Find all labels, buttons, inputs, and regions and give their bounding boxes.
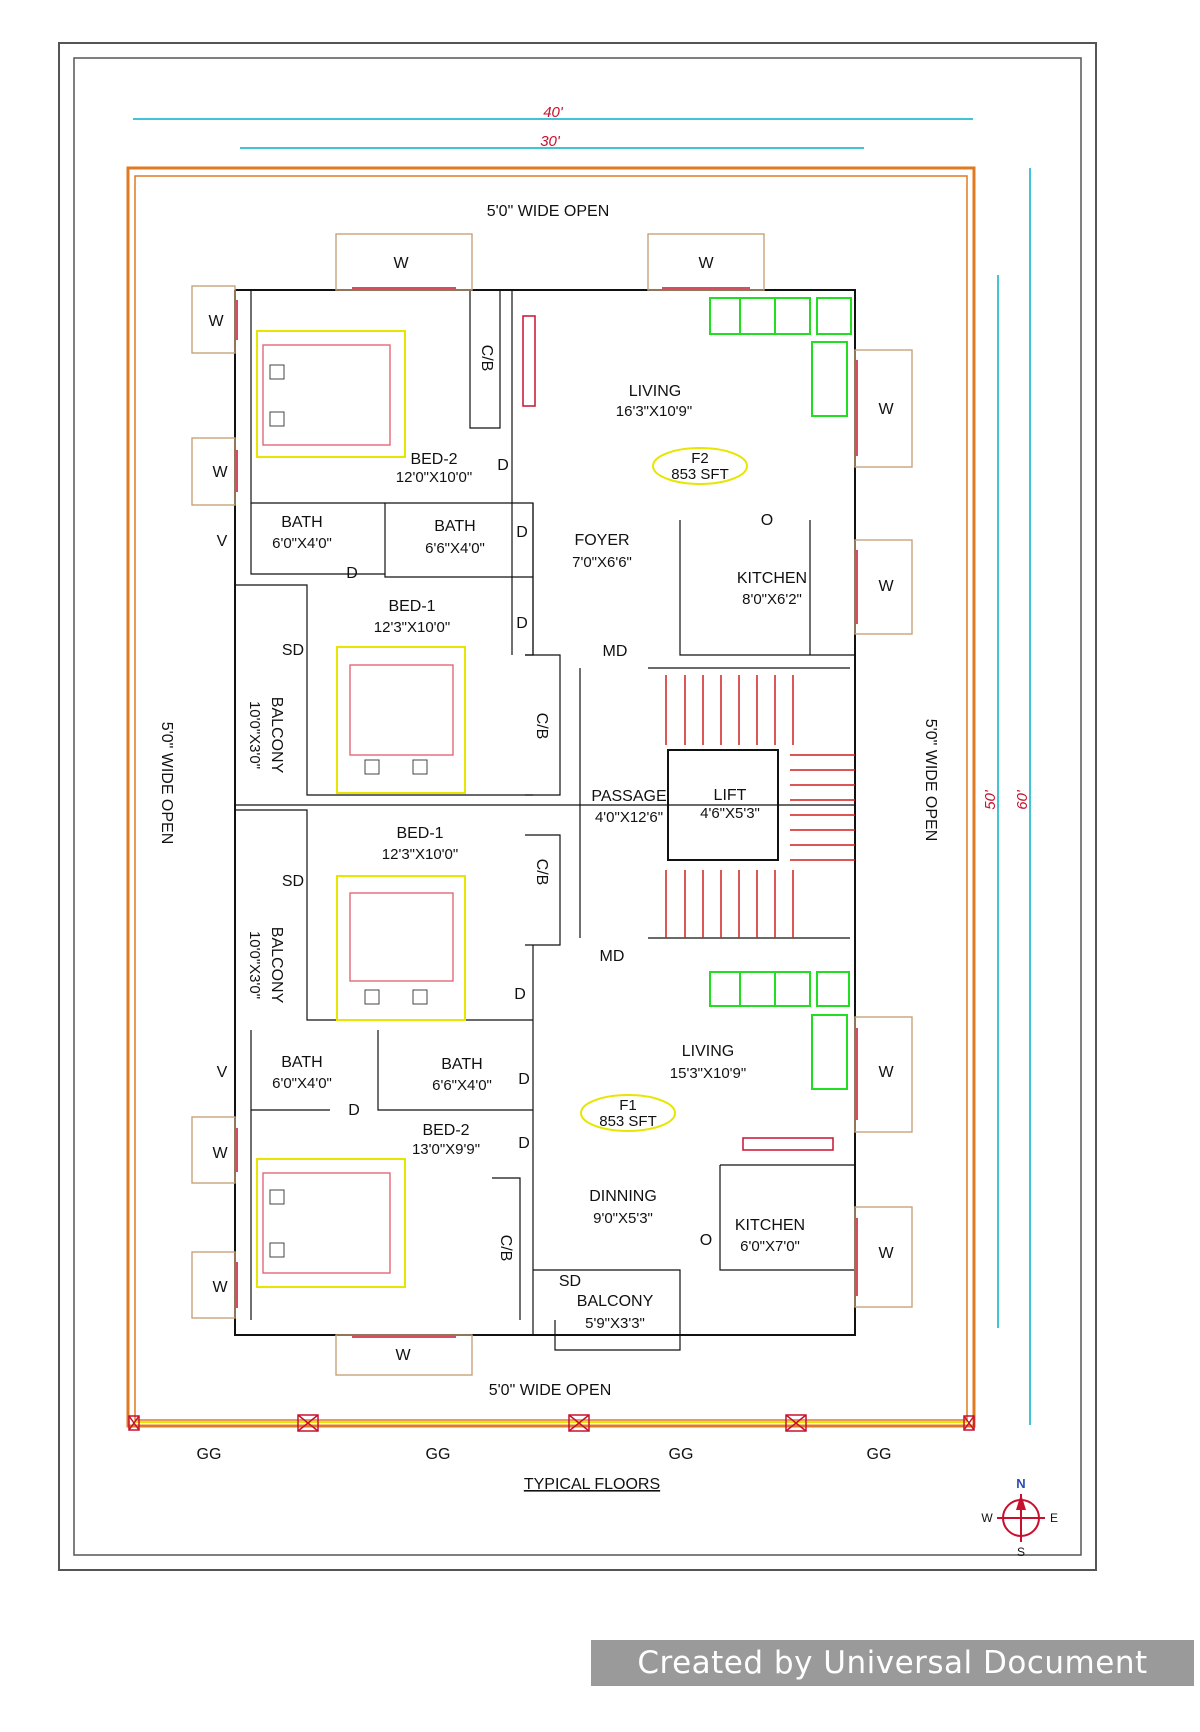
sliding-door-label-1: SD bbox=[281, 642, 305, 659]
gate-label-4: GG bbox=[866, 1446, 892, 1463]
f1-living-name: LIVING bbox=[681, 1043, 735, 1060]
window-label-bottom: W bbox=[395, 1347, 411, 1364]
door-label-7: D bbox=[518, 1071, 530, 1088]
dim-right-inner-label: 50' bbox=[982, 790, 999, 810]
f1-balcony-side-name: BALCONY bbox=[268, 926, 285, 1004]
door-label-3: D bbox=[516, 524, 528, 541]
f1-balcony-front-name: BALCONY bbox=[576, 1293, 654, 1310]
window-label-right-2: W bbox=[878, 578, 894, 595]
cupboard-label-4: C/B bbox=[497, 1234, 514, 1262]
bed-furniture-f1-bed1 bbox=[337, 876, 465, 1020]
passage-size: 4'0"X12'6" bbox=[594, 809, 664, 826]
f1-dinning-name: DINNING bbox=[589, 1188, 657, 1205]
main-door-label-f2: MD bbox=[602, 643, 628, 660]
f2-bed2-name: BED-2 bbox=[410, 451, 458, 468]
f2-bed1-size: 12'3"X10'0" bbox=[373, 619, 451, 636]
f2-living-size: 16'3"X10'9" bbox=[615, 403, 693, 420]
setback-left: 5'0" WIDE OPEN bbox=[158, 721, 175, 845]
opening-label-f1: O bbox=[699, 1232, 713, 1249]
f1-kitchen-name: KITCHEN bbox=[734, 1217, 806, 1234]
f1-living-size: 15'3"X10'9" bbox=[669, 1065, 747, 1082]
f2-foyer-name: FOYER bbox=[574, 532, 630, 549]
f2-balcony-size: 10'0"X3'0" bbox=[246, 700, 263, 770]
f1-area: 853 SFT bbox=[599, 1113, 657, 1130]
passage-name: PASSAGE bbox=[591, 788, 667, 805]
sofa-set-f2 bbox=[710, 298, 851, 416]
f2-bath-b-name: BATH bbox=[434, 518, 476, 535]
converter-watermark: Created by Universal Document Converter bbox=[591, 1640, 1194, 1686]
f1-balcony-side-size: 10'0"X3'0" bbox=[246, 930, 263, 1000]
window-label-right-1: W bbox=[878, 401, 894, 418]
f2-bath-a-size: 6'0"X4'0" bbox=[272, 535, 332, 552]
f1-bath-a-size: 6'0"X4'0" bbox=[272, 1075, 332, 1092]
f2-bed2-size: 12'0"X10'0" bbox=[395, 469, 473, 486]
f2-bed1-name: BED-1 bbox=[388, 598, 436, 615]
compass-south: S bbox=[1016, 1545, 1026, 1559]
f1-balcony-front-size: 5'9"X3'3" bbox=[585, 1315, 645, 1332]
f1-bed2-size: 13'0"X9'9" bbox=[411, 1141, 481, 1158]
f2-kitchen-size: 8'0"X6'2" bbox=[742, 591, 802, 608]
tv-unit-f1 bbox=[743, 1138, 833, 1150]
tv-unit-f2 bbox=[523, 316, 535, 406]
window-label-left-1: W bbox=[208, 313, 224, 330]
ventilator-label-2: V bbox=[216, 1064, 228, 1081]
gate-label-1: GG bbox=[196, 1446, 222, 1463]
setback-top: 5'0" WIDE OPEN bbox=[486, 203, 610, 220]
f1-bed1-name: BED-1 bbox=[396, 825, 444, 842]
bed-furniture-f2-bed1 bbox=[337, 647, 465, 793]
f2-bath-b-size: 6'6"X4'0" bbox=[425, 540, 485, 557]
f1-tag: F1 bbox=[619, 1097, 637, 1114]
door-label-6: D bbox=[348, 1102, 360, 1119]
window-label-left-2: W bbox=[212, 464, 228, 481]
dim-top-inner-label: 30' bbox=[540, 133, 560, 150]
f1-bath-a-name: BATH bbox=[281, 1054, 323, 1071]
dim-right-outer-label: 60' bbox=[1014, 790, 1031, 810]
compound-wall-inner bbox=[135, 176, 967, 1420]
window-label-left-4: W bbox=[212, 1279, 228, 1296]
f2-area: 853 SFT bbox=[671, 466, 729, 483]
window-label-left-3: W bbox=[212, 1145, 228, 1162]
bed-furniture-f1-bed2 bbox=[257, 1159, 405, 1287]
f2-bath-a-name: BATH bbox=[281, 514, 323, 531]
cupboard-label-1: C/B bbox=[478, 344, 495, 372]
window-label-top-1: W bbox=[393, 255, 409, 272]
f1-bath-b-name: BATH bbox=[441, 1056, 483, 1073]
f2-kitchen-name: KITCHEN bbox=[736, 570, 808, 587]
cupboard-label-2: C/B bbox=[533, 712, 550, 740]
f2-foyer-size: 7'0"X6'6" bbox=[572, 554, 632, 571]
dim-top-outer-label: 40' bbox=[543, 104, 563, 121]
window-label-right-3: W bbox=[878, 1064, 894, 1081]
lift-size: 4'6"X5'3" bbox=[700, 805, 760, 822]
door-label-8: D bbox=[518, 1135, 530, 1152]
ventilator-label-1: V bbox=[216, 533, 228, 550]
door-label-1: D bbox=[497, 457, 509, 474]
sliding-door-label-3: SD bbox=[558, 1273, 582, 1290]
window-label-top-2: W bbox=[698, 255, 714, 272]
north-arrow-icon bbox=[997, 1494, 1045, 1542]
lift-name: LIFT bbox=[713, 787, 747, 804]
door-label-2: D bbox=[346, 565, 358, 582]
f1-dinning-size: 9'0"X5'3" bbox=[593, 1210, 653, 1227]
f2-tag: F2 bbox=[691, 450, 709, 467]
gate-label-2: GG bbox=[425, 1446, 451, 1463]
main-door-label-f1: MD bbox=[599, 948, 625, 965]
window-label-right-4: W bbox=[878, 1245, 894, 1262]
drawing-title: TYPICAL FLOORS bbox=[523, 1476, 661, 1493]
cupboard-label-3: C/B bbox=[533, 858, 550, 886]
setback-bottom: 5'0" WIDE OPEN bbox=[488, 1382, 612, 1399]
sheet-frame-outer bbox=[59, 43, 1096, 1570]
f1-kitchen-size: 6'0"X7'0" bbox=[740, 1238, 800, 1255]
f1-bed1-size: 12'3"X10'0" bbox=[381, 846, 459, 863]
f2-living-name: LIVING bbox=[628, 383, 682, 400]
compass-west: W bbox=[981, 1511, 993, 1525]
opening-label-f2: O bbox=[760, 512, 774, 529]
setback-right: 5'0" WIDE OPEN bbox=[922, 718, 939, 842]
f1-bath-b-size: 6'6"X4'0" bbox=[432, 1077, 492, 1094]
gate-label-3: GG bbox=[668, 1446, 694, 1463]
building-walls bbox=[235, 290, 855, 1350]
f1-bed2-name: BED-2 bbox=[422, 1122, 470, 1139]
sliding-door-label-2: SD bbox=[281, 873, 305, 890]
bed-furniture-f2-bed2 bbox=[257, 331, 405, 457]
compass-north: N bbox=[1016, 1476, 1026, 1491]
compass-east: E bbox=[1049, 1511, 1059, 1525]
staircase bbox=[666, 675, 855, 938]
f2-balcony-name: BALCONY bbox=[268, 696, 285, 774]
door-label-4: D bbox=[516, 615, 528, 632]
door-label-5: D bbox=[514, 986, 526, 1003]
